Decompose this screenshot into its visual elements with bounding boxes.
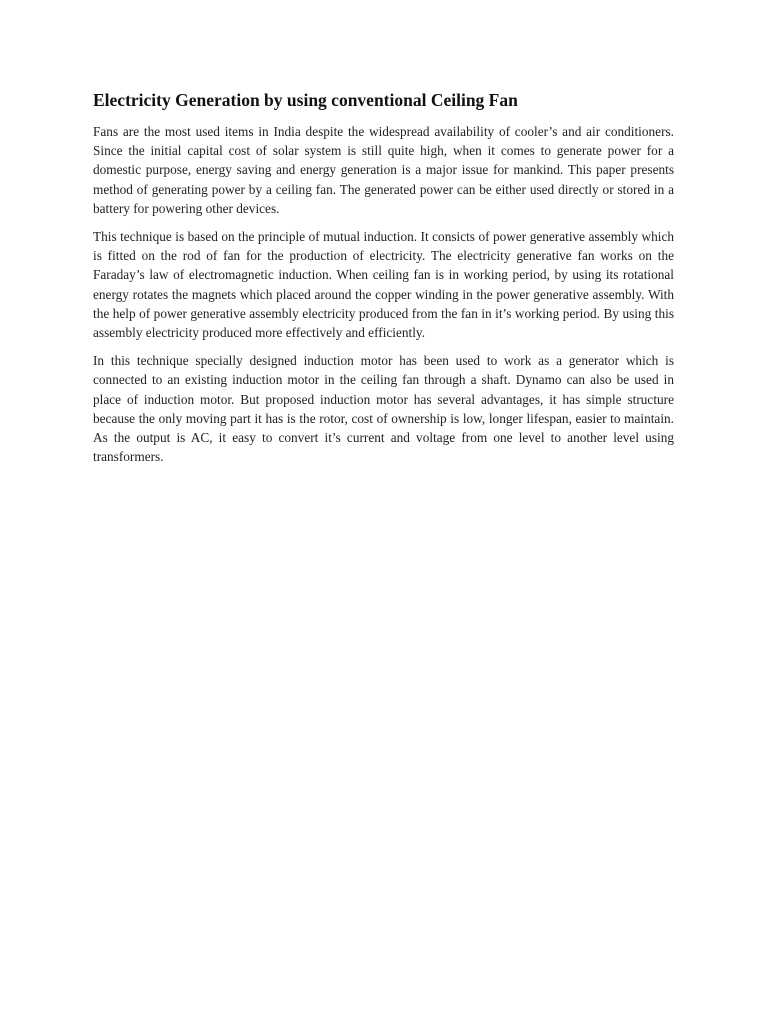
paragraph-intro: Fans are the most used items in India despite the widespread availability of cooler’s and air conditioners. Since the initial capital cost of solar system is still quite high, when it comes to generate power for a domestic purpose, energy saving and energy generation is a major issue for mankind. This paper presents method of generating power by a ceiling fan. The generated power can be either used directly or stored in a battery for powering other devices.	[93, 124, 674, 216]
document-body	[93, 88, 674, 475]
paragraph-technique: In this technique specially designed induction motor has been used to work as a generator which is connected to an existing induction motor in the ceiling fan through a shaft. Dynamo can also be used in place of induction motor. But proposed induction motor has several advantages, it has simple structure because the only moving part it has is the rotor, cost of ownership is low, longer lifespan, easier to maintain. As the output is AC, it easy to convert it’s current and voltage from one level to another level using transformers.	[93, 353, 674, 465]
paragraph-principle: This technique is based on the principle of mutual induction. It consicts of power generative assembly which is fitted on the rod of fan for the production of electricity. The electricity generative fan works on the Faraday’s law of electromagnetic induction. When ceiling fan is in working period, by using its rotational energy rotates the magnets which placed around the copper winding in the power generative assembly. With the help of power generative assembly electricity produced from the fan in it’s working period. By using this assembly electricity produced more effectively and efficiently.	[93, 229, 674, 341]
document-title: Electricity Generation by using conventional Ceiling Fan	[93, 90, 518, 110]
